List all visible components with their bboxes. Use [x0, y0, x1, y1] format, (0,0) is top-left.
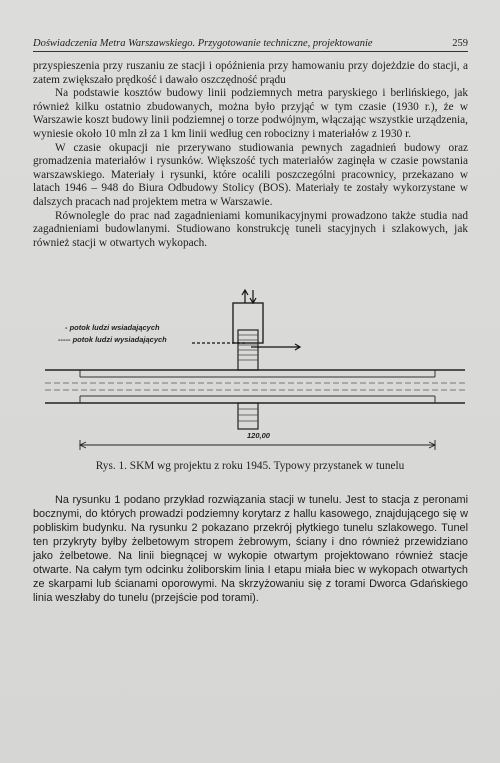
paragraph-2: Na podstawie kosztów budowy linii podziemnych metra paryskiego i berlińskiego, jak również kilku ostatnio zbudowanych, można było przyjąć w tym czasie (1930 r.), że w Warszawie koszt budowy linii podziemnej o torze podwójnym, włączając wszystkie urządzenia, wyniesie około 10 mln zł za 1 km linii według cen robocizny i materiałów z 1930 r.	[33, 87, 468, 140]
legend-boarding: - potok ludzi wsiadających	[65, 323, 160, 332]
stair-shaft-lower	[238, 403, 258, 429]
figure-1-station-plan	[40, 285, 470, 465]
figure-caption: Rys. 1. SKM wg projektu z roku 1945. Typowy przystanek w tunelu	[95, 460, 405, 472]
running-header	[33, 38, 468, 52]
body-text-top	[33, 60, 468, 250]
paragraph-4: Równolegle do prac nad zagadnieniami komunikacyjnymi prowadzono także studia nad zagadnieniami budowlanymi. Studiowano konstrukcję tuneli stacyjnych i szlakowych, jak również stacji w otwartych wykopach.	[33, 209, 468, 249]
paragraph-3: W czasie okupacji nie przerywano studiowania pewnych zagadnień budowy oraz gromadzenia materiałów i rysunków. Większość tych materiałów zaginęła w czasie powstania warszawskiego. Materiały i rysunki, które ocalili poszczególni pracownicy, przekazano w latach 1946 – 948 do Biura Odbudowy Stolicy (BOS). Materiały te zostały wykorzystane w dalszych pracach nad projektem metra w Warszawie.	[33, 141, 468, 208]
running-title: Doświadczenia Metra Warszawskiego. Przygotowanie techniczne, projektowanie	[33, 38, 373, 49]
legend-alighting: ----- potok ludzi wysiadających	[58, 335, 167, 344]
body-text-bottom	[33, 493, 468, 605]
page-number: 259	[452, 38, 468, 49]
dimension-label: 120,00	[247, 431, 270, 440]
paragraph-5: Na rysunku 1 podano przykład rozwiązania stacji w tunelu. Jest to stacja z peronami bocznymi, do których prowadzi podziemny korytarz z hallu kasowego, znajdującego się w pobliskim budynku. Na rysunku 2 pokazano przekrój płytkiego tunelu szlakowego. Tunel ten przykryty byłby żelbetowym stropem żebrowym, ściany i dno również przewidziano jako żelbetowe. Na linii biegnącej w wykopie otwartym projektowano również stacje otwarte. Na całym tym odcinku żoliborskim linia I etapu miała biec w wykopach otwartych ze skarpami lub ścianami oporowymi. Na skrzyżowaniu się z torami Dworca Gdańskiego linia weszłaby do tunelu (przejście pod torami).	[33, 494, 468, 604]
flow-arrows	[190, 290, 300, 350]
paragraph-1: przyspieszenia przy ruszaniu ze stacji i opóźnienia przy hamowaniu przy dojeżdzie do stacji, a zatem zwiększało prędkość i dawało oszczędność prądu	[33, 60, 468, 86]
